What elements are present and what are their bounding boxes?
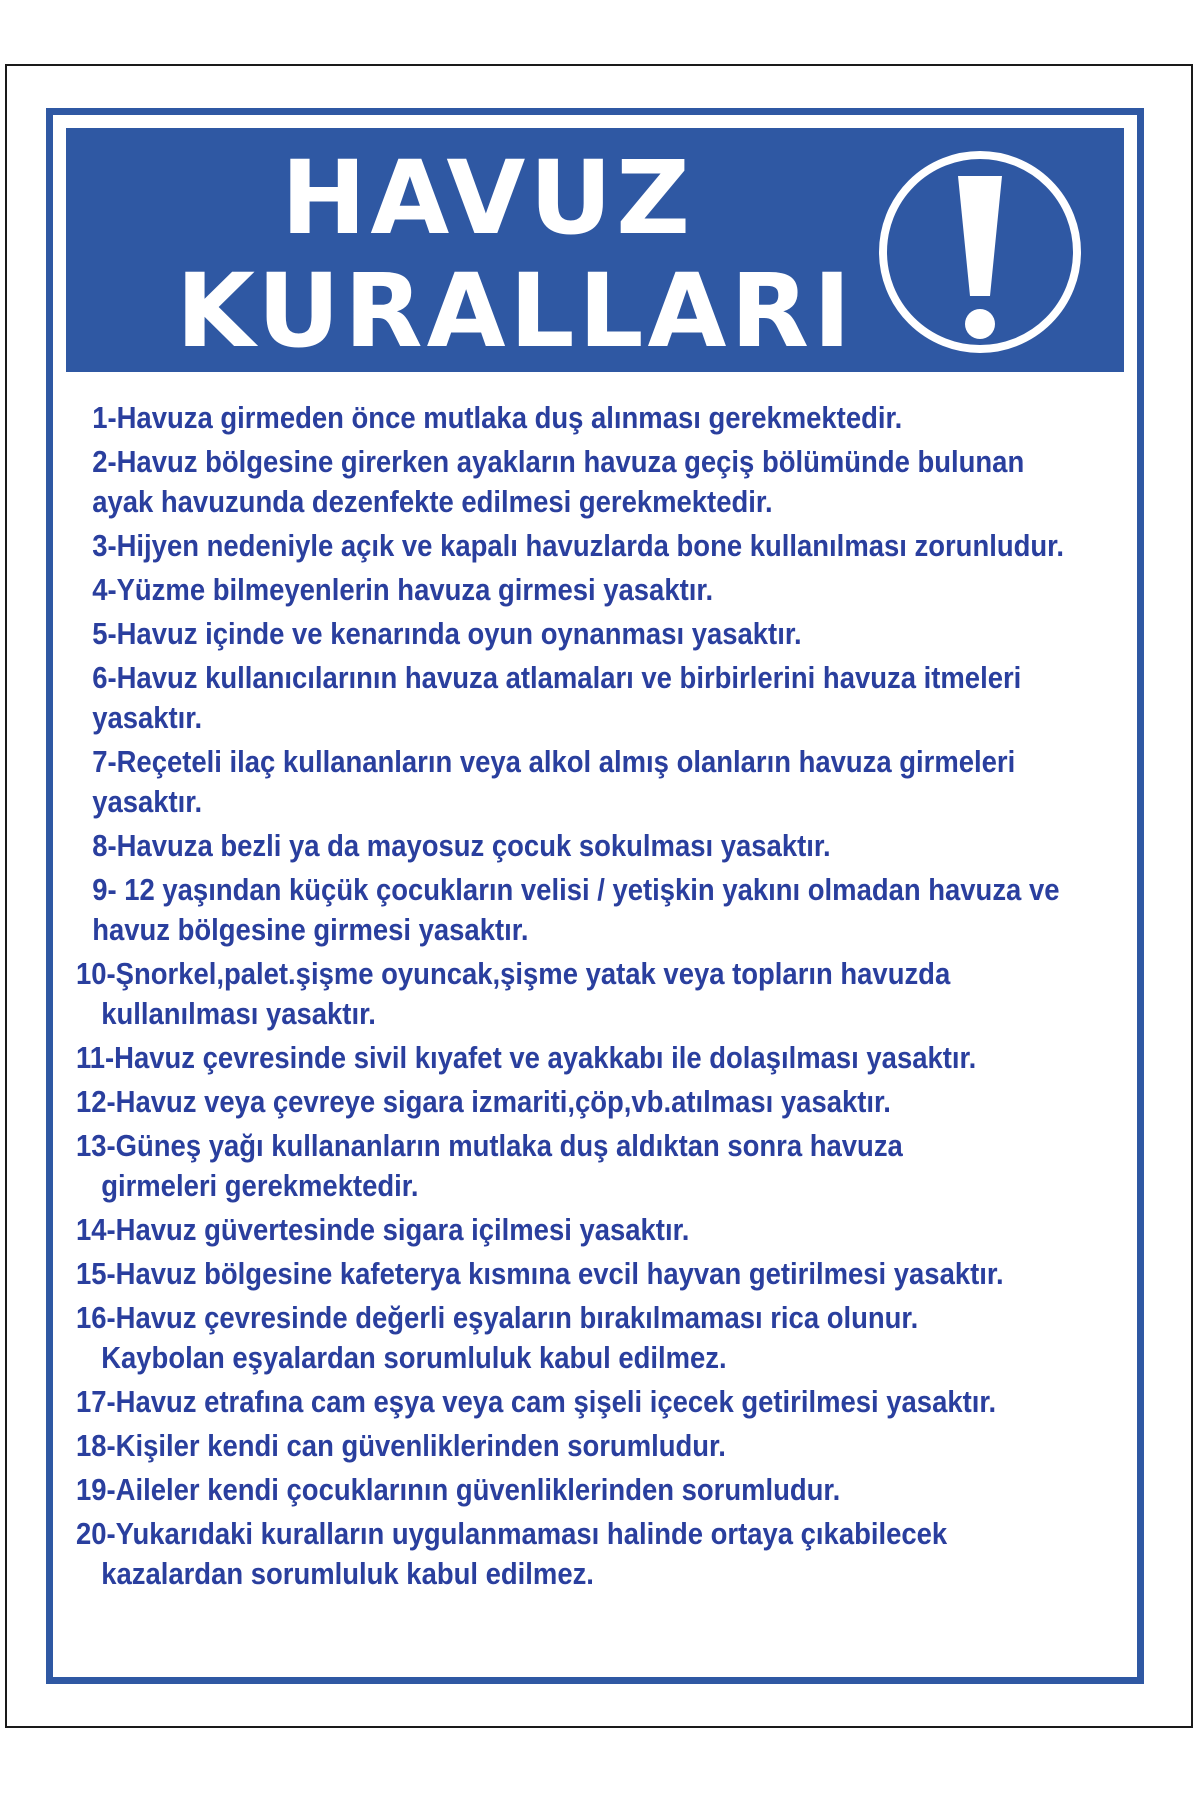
rule-item: [76, 1514, 1030, 1594]
rule-text-continued: ayak havuzunda dezenfekte edilmesi gerekmektedir.: [92, 485, 773, 519]
rule-item: [76, 1470, 1030, 1510]
rule-text: 8-Havuza bezli ya da mayosuz çocuk sokulması yasaktır.: [92, 829, 831, 863]
sign-header: [66, 128, 1124, 372]
rule-item: [76, 826, 1030, 866]
rule-text: 11-Havuz çevresinde sivil kıyafet ve ayakkabı ile dolaşılması yasaktır.: [76, 1041, 977, 1075]
title-line-1: HAVUZ: [281, 139, 695, 258]
rule-item: [76, 1382, 1030, 1422]
rule-item: [76, 1082, 1030, 1122]
rule-item: [76, 398, 1030, 438]
rule-item: [76, 570, 1030, 610]
rule-text-continued: yasaktır.: [92, 785, 203, 819]
rule-item: [76, 442, 1030, 522]
rule-item: [76, 1126, 1030, 1206]
rule-text-continued: kazalardan sorumluluk kabul edilmez.: [101, 1557, 594, 1591]
exclamation-circle-icon: [874, 146, 1086, 358]
rule-text: 13-Güneş yağı kullananların mutlaka duş aldıktan sonra havuza: [76, 1129, 903, 1163]
rule-text: 7-Reçeteli ilaç kullananların veya alkol almış olanların havuza girmeleri: [92, 745, 1016, 779]
rule-item: [76, 954, 1030, 1034]
rule-item: [76, 526, 1064, 566]
rule-text: 6-Havuz kullanıcılarının havuza atlamaları ve birbirlerini havuza itmeleri: [92, 661, 1022, 695]
rule-item: [76, 1298, 1030, 1378]
rule-item: [76, 870, 1060, 950]
rule-text-continued: Kaybolan eşyalardan sorumluluk kabul edilmez.: [101, 1341, 727, 1375]
rule-text: 14-Havuz güvertesinde sigara içilmesi yasaktır.: [76, 1213, 690, 1247]
rule-item: [76, 658, 1030, 738]
rule-text: 1-Havuza girmeden önce mutlaka duş alınması gerekmektedir.: [92, 401, 903, 435]
rule-text: 16-Havuz çevresinde değerli eşyaların bırakılmaması rica olunur.: [76, 1301, 919, 1335]
rule-text: 17-Havuz etrafına cam eşya veya cam şişeli içecek getirilmesi yasaktır.: [76, 1385, 997, 1419]
rule-text: 3-Hijyen nedeniyle açık ve kapalı havuzlarda bone kullanılması zorunludur.: [92, 529, 1064, 563]
rule-text: 20-Yukarıdaki kuralların uygulanmaması halinde ortaya çıkabilecek: [76, 1517, 948, 1551]
rule-item: [76, 1254, 1030, 1294]
rule-text: 5-Havuz içinde ve kenarında oyun oynanması yasaktır.: [92, 617, 802, 651]
rule-text: 19-Aileler kendi çocuklarının güvenliklerinden sorumludur.: [76, 1473, 841, 1507]
rule-item: [76, 1426, 1030, 1466]
rule-text-continued: havuz bölgesine girmesi yasaktır.: [92, 913, 529, 947]
rule-text: 12-Havuz veya çevreye sigara izmariti,çöp,vb.atılması yasaktır.: [76, 1085, 891, 1119]
rule-item: [76, 1210, 1030, 1250]
rule-text-continued: kullanılması yasaktır.: [101, 997, 376, 1031]
rule-text: 10-Şnorkel,palet.şişme oyuncak,şişme yatak veya topların havuzda: [76, 957, 951, 991]
rule-text: 9- 12 yaşından küçük çocukların velisi / yetişkin yakını olmadan havuza ve: [92, 873, 1060, 907]
rule-text-continued: girmeleri gerekmektedir.: [101, 1169, 419, 1203]
rule-text: 18-Kişiler kendi can güvenliklerinden sorumludur.: [76, 1429, 726, 1463]
rule-item: [76, 742, 1030, 822]
title-line-2: KURALLARI: [176, 252, 855, 371]
rule-item: [76, 1038, 1030, 1078]
rule-text: 15-Havuz bölgesine kafeterya kısmına evcil hayvan getirilmesi yasaktır.: [76, 1257, 1004, 1291]
rule-text: 2-Havuz bölgesine girerken ayakların havuza geçiş bölümünde bulunan: [92, 445, 1025, 479]
rules-list: [76, 398, 1064, 1598]
rule-text: 4-Yüzme bilmeyenlerin havuza girmesi yasaktır.: [92, 573, 714, 607]
rule-text-continued: yasaktır.: [92, 701, 203, 735]
rule-item: [76, 614, 1030, 654]
